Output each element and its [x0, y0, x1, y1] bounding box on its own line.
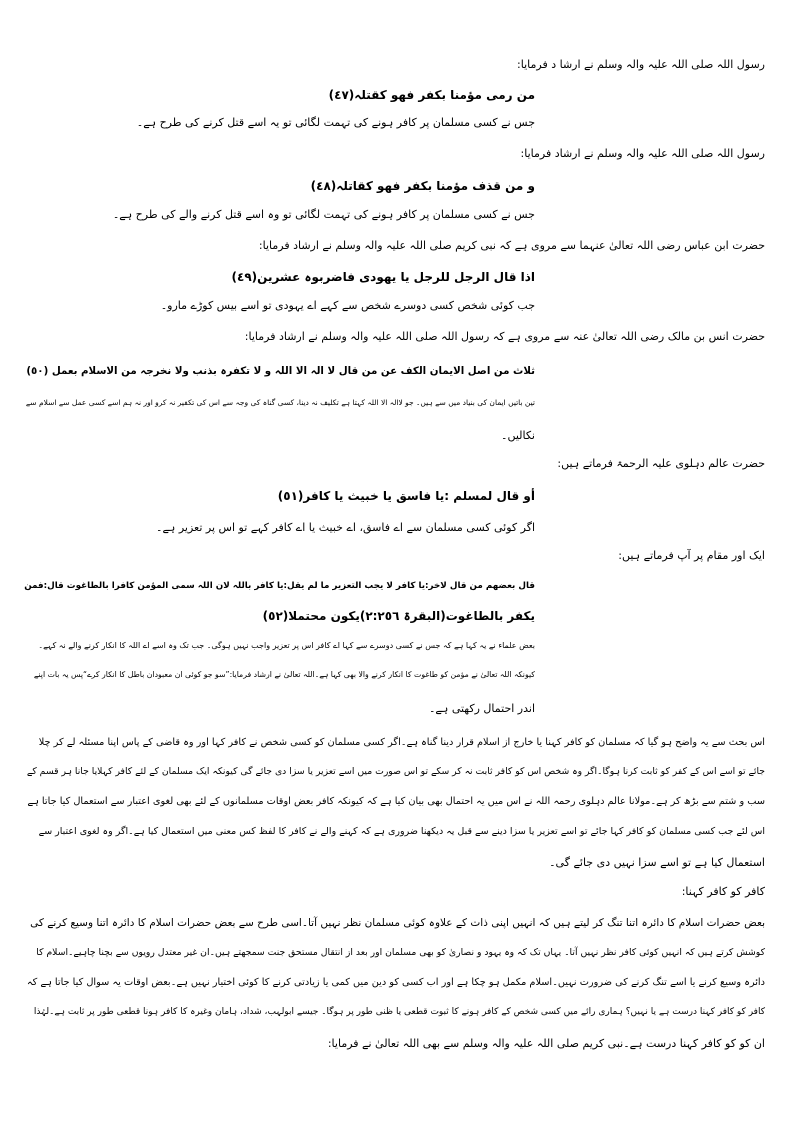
text-line: ایک اور مقام پر آپ فرماتے ہیں:	[618, 549, 765, 562]
translation-line: جس نے کسی مسلمان پر کافر ہونے کی تہمت لگائی تو یہ اسے قتل کرنے کی طرح ہے۔	[136, 116, 535, 129]
text-line: حضرت عالم دہلوی علیہ الرحمۃ فرماتے ہیں:	[557, 457, 765, 470]
paragraph-line: جائے تو اسے اس کے کفر کو ثابت کرنا ہوگا۔اگر وہ شخص اس کو کافر ثابت نہ کر سکے تو اس صورت میں اسے تعزیر یا سزا دی جائے گی کیونکہ ایک مسلمان کے لئے کافر کہلایا جانا ہر قسم کے	[26, 766, 765, 777]
translation-line: جب کوئی شخص کسی دوسرے شخص سے کہے اے یہودی تو اسے بیس کوڑے مارو۔	[160, 299, 535, 312]
paragraph-line: دائرہ وسیع کرنے یا اسے تنگ کرنے کی ضرورت نہیں۔اسلام مکمل ہو چکا ہے اور اب کسی کو دین میں کمی یا زیادتی کرنے کا کوئی اختیار نہیں ہے۔بعض اوقات یہ سوال کیا جاتا ہے کہ	[26, 977, 765, 988]
translation-line: جس نے کسی مسلمان پر کافر ہونے کی تہمت لگائی تو وہ اسے قتل کرنے والے کی طرح ہے۔	[112, 208, 535, 221]
paragraph-line: اس لئے جب کسی مسلمان کو کافر کہا جائے تو اسے تعزیر یا سزا دینے سے قبل یہ دیکھنا ضروری ہے کہ کہنے والے نے کافر کا لفظ کس معنی میں استعمال کیا ہے۔اگر وہ لغوی اعتبار سے	[38, 826, 765, 837]
text-line: حضرت انس بن مالک رضی اللہ تعالیٰ عنہ سے مروی ہے کہ رسول اللہ صلی اللہ علیہ والہ وسلم نے ارشاد فرمایا:	[244, 330, 765, 343]
paragraph-line: کوشش کرتے ہیں کہ انہیں کوئی کافر نظر نہیں آتا۔ یہاں تک کہ وہ یہود و نصاریٰ کو بھی مسلمان اور بعد از انتقال مستحق جنت سمجھتے ہیں۔ان غیر معتدل رویوں سے بچنا چاہیے۔اسلام کا	[36, 947, 765, 958]
paragraph-line: بعض حضرات اسلام کا دائرہ اتنا تنگ کر لیتے ہیں کہ انہیں اپنی ذات کے علاوہ کوئی مسلمان نظر نہیں آتا۔اسی طرح سے بعض حضرات اسلام کا دائرہ اتنا وسیع کرنے کی	[30, 917, 765, 929]
text-line: رسول اللہ صلی اللہ علیہ والہ وسلم نے ارشاد فرمایا:	[520, 147, 765, 160]
arabic-quote: یکفر بالطاغوت(البقرۃ ٢:٢٥٦)یکون محتملا(٥٢)	[262, 609, 535, 623]
paragraph-line: استعمال کیا ہے تو اسے سزا نہیں دی جائے گی۔	[549, 856, 765, 869]
paragraph-line: ان کو کو کافر کہنا درست ہے۔نبی کریم صلی اللہ علیہ والہ وسلم سے بھی اللہ تعالیٰ نے فرمایا:	[327, 1037, 765, 1050]
arabic-quote: اذا قال الرجل للرجل یا یھودی فاضربوہ عشرین(٤٩)	[231, 270, 535, 284]
translation-line: اندر احتمال رکھتی ہے۔	[428, 702, 535, 715]
text-line: حضرت ابن عباس رضی اللہ تعالیٰ عنہما سے مروی ہے کہ نبی کریم صلی اللہ علیہ والہ وسلم نے ارشاد فرمایا:	[258, 239, 765, 252]
translation-line: اگر کوئی کسی مسلمان سے اے فاسق، اے خبیث یا اے کافر کہے تو اس پر تعزیر ہے۔	[156, 521, 535, 534]
paragraph-line: سب و شتم سے بڑھ کر ہے۔مولانا عالم دہلوی رحمہ اللہ نے اس میں یہ احتمال بھی بیان کیا ہے کہ کیونکہ کافر بعض اوقات مسلمانوں کے لئے بھی لغوی اعتبار سے استعمال کیا جاتا ہے	[27, 796, 765, 807]
paragraph-line: کافر کو کافر کہنا درست ہے یا نہیں؟ ہماری رائے میں کسی شخص کے کافر ہونے کا ثبوت قطعی یا ظنی طور پر ہوگا۔ جیسے ابولہب، شداد، ہامان وغیرہ کا کافر ہونا قطعی طور پر ثابت ہے۔لہٰذا	[33, 1007, 765, 1017]
translation-line: تین باتیں ایمان کی بنیاد میں سے ہیں۔ جو لاالہ الا اللہ کہتا ہے تکلیف نہ دینا، کسی گناہ کی وجہ سے اس کی تکفیر نہ کرو اور نہ ہم اسے کسی عمل سے اسلام سے	[25, 398, 535, 407]
text-line: رسول اللہ صلی اللہ علیہ والہ وسلم نے ارشا د فرمایا:	[517, 58, 765, 71]
arabic-quote: قال بعضھم من قال لاخر:یا کافر لا یجب التعزیر ما لم یقل:یا کافر باللہ لان اللہ سمی المؤمن کافرا بالطاغوت قال:فمن	[24, 581, 535, 591]
translation-line: نکالیں۔	[501, 429, 535, 442]
section-heading: کافر کو کافر کہنا:	[681, 885, 765, 898]
translation-line: بعض علماء نے یہ کہا ہے کہ جس نے کسی دوسرے سے کہا اے کافر اس پر تعزیر واجب نہیں ہوگی۔ جب تک وہ اسے اے اللہ کا انکار کرنے والے نہ کہے۔	[38, 641, 535, 650]
arabic-quote: ثلاث من اصل الایمان الکف عن من قال لا الہ الا اللہ و لا تکفرہ بذنب ولا نخرجہ من الاسلام بعمل (٥٠)	[26, 365, 535, 377]
arabic-quote: أو قال لمسلم :یا فاسق یا خبیث یا کافر(٥١)	[277, 489, 535, 503]
arabic-quote: من رمی مؤمنا بکفر فھو کقتلہ(٤٧)	[328, 88, 535, 102]
paragraph-line: اس بحث سے یہ واضح ہو گیا کہ مسلمان کو کافر کہنا یا خارج از اسلام قرار دینا گناہ ہے۔اگر کسی مسلمان کو کسی شخص نے کافر کہا اور وہ قاضی کے پاس اپنا مسئلہ لے کر چلا	[38, 737, 765, 748]
translation-line: کیونکہ اللہ تعالیٰ نے مؤمن کو طاغوت کا انکار کرنے والا بھی کہا ہے۔اللہ تعالیٰ نے ارشاد فرمایا:”سو جو کوئی ان معبودان باطل کا انکار کرے“پس یہ بات اپنے	[33, 670, 535, 679]
arabic-quote: و من قذف مؤمنا بکفر فھو کقاتلہ(٤٨)	[310, 179, 535, 193]
